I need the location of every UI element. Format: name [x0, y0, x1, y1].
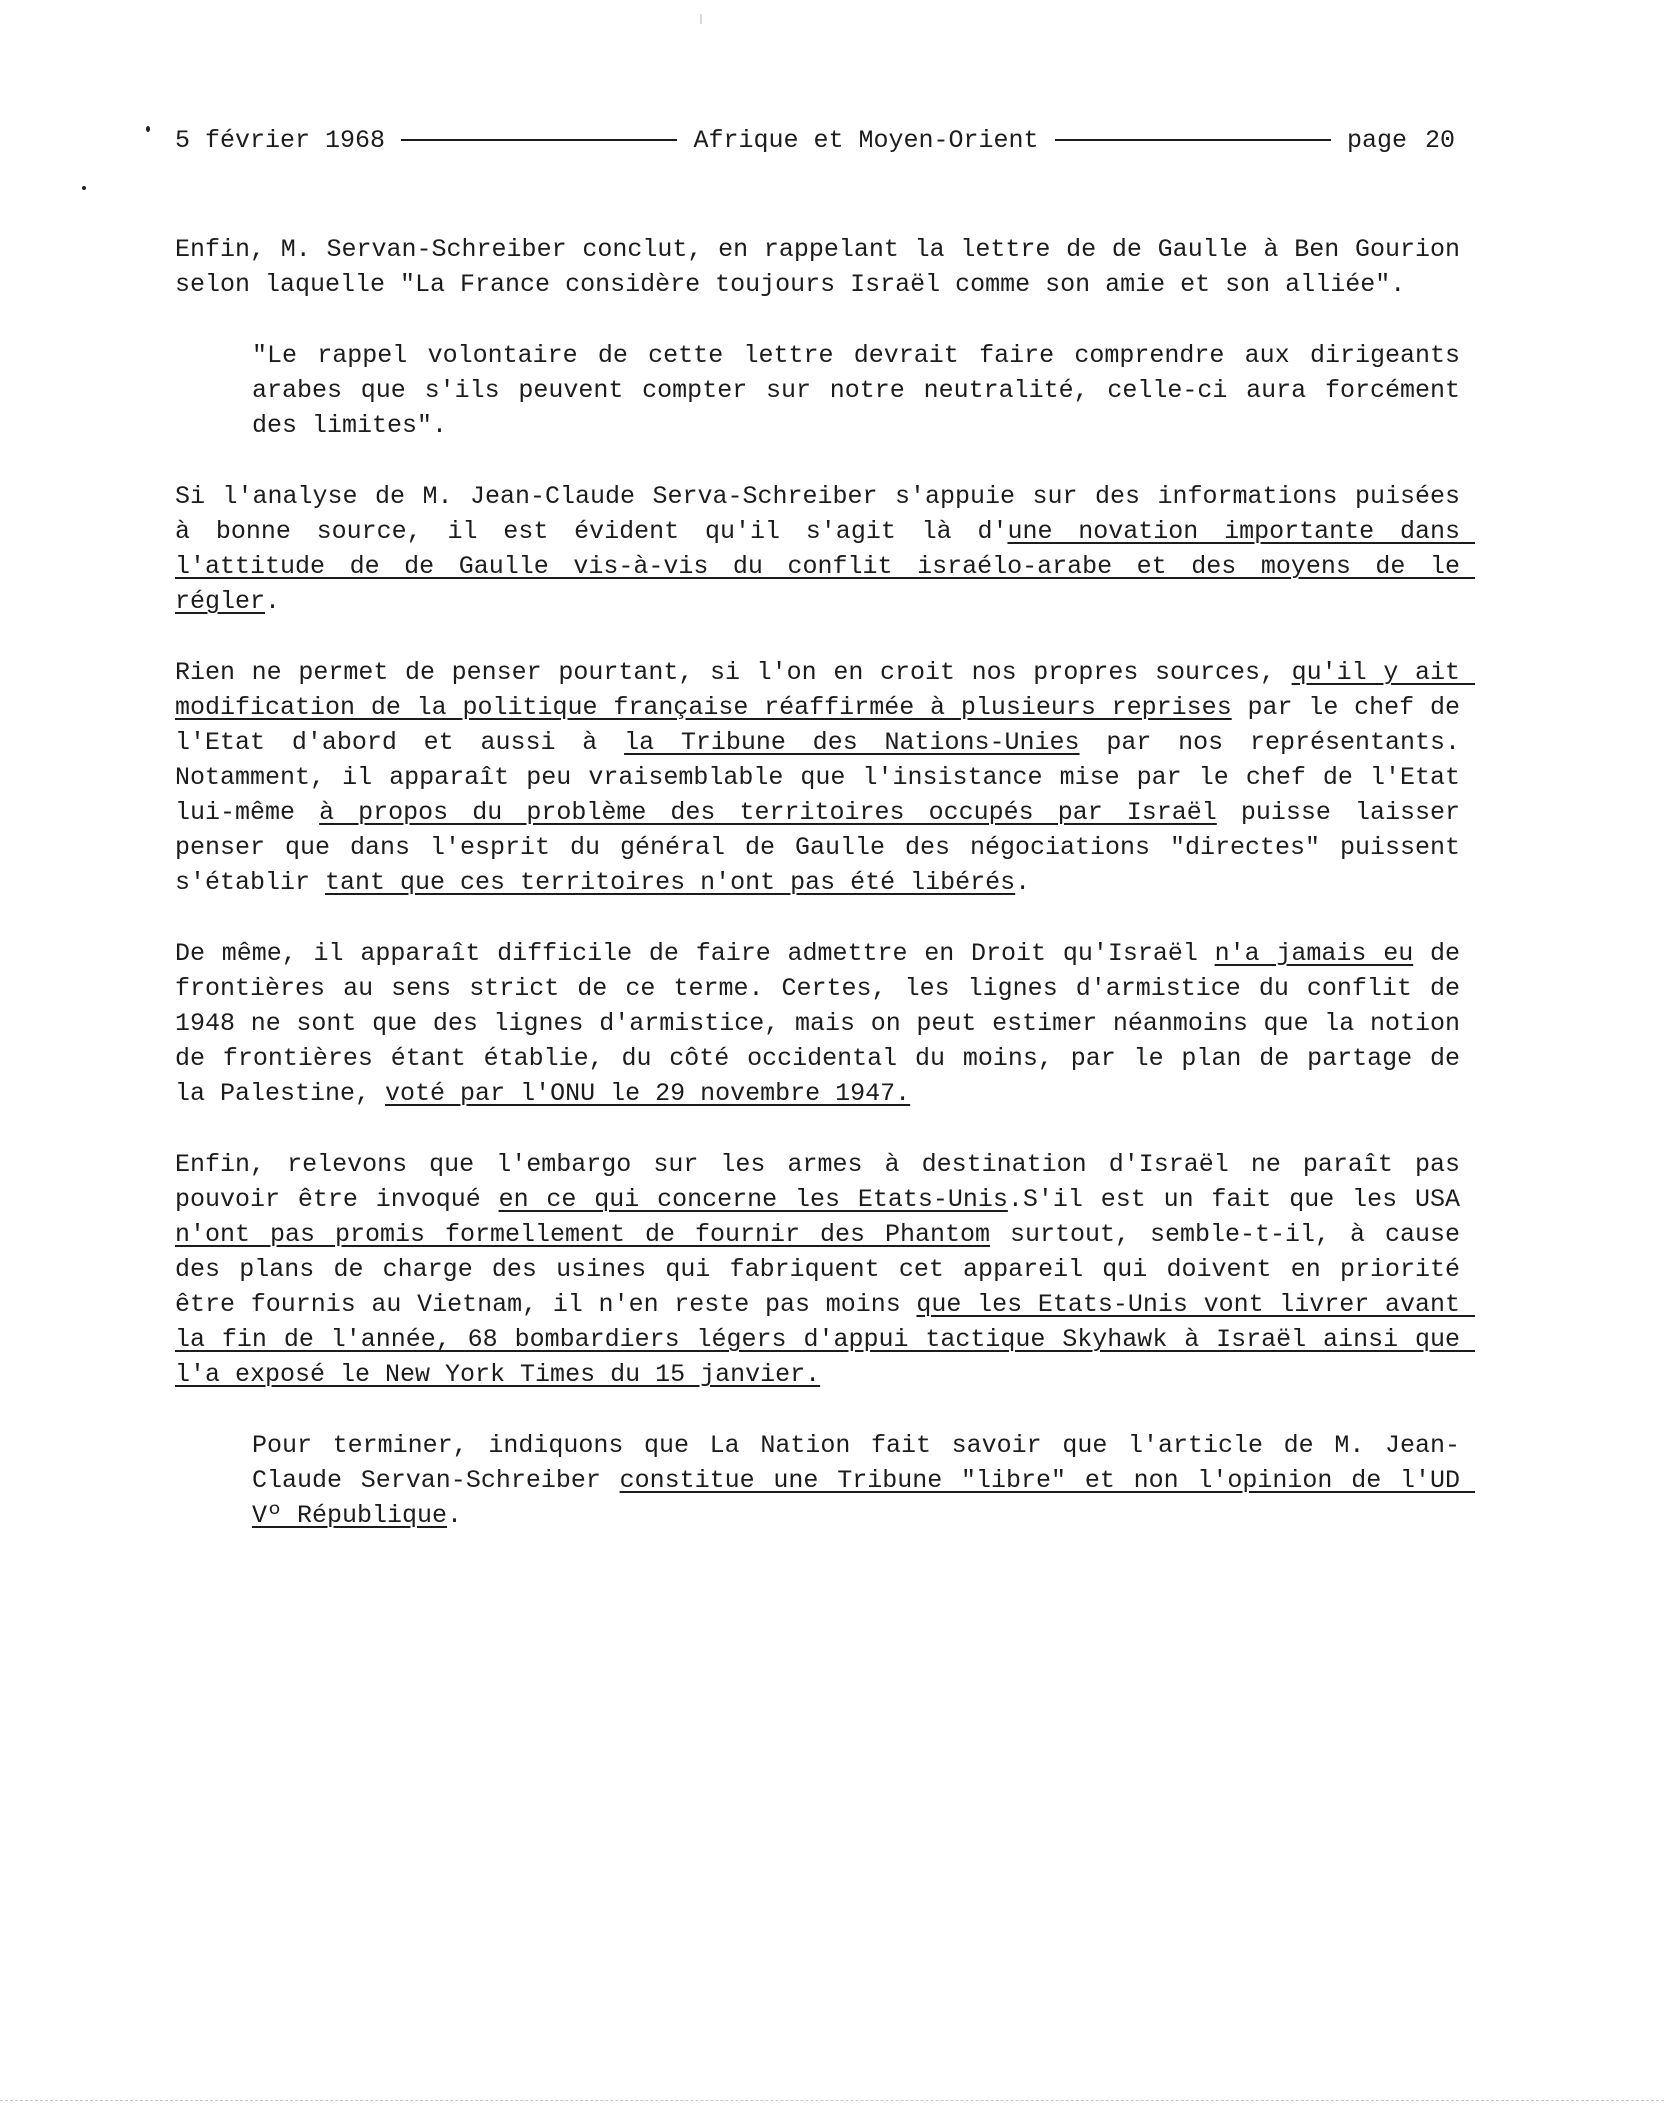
underlined-text: n'ont pas promis formellement de fournir des Phantom [175, 1220, 990, 1249]
header-rule-left [401, 139, 677, 141]
text-run: par nos représentants. Notamment, il apparaît peu vraisemblable que l'insistance mise par le chef de l'Etat lui-même [175, 728, 1476, 827]
text-run: Enfin, M. Servan-Schreiber conclut, en rappelant la lettre de de Gaulle à Ben Gourion selon laquelle "La France considère toujours Israël comme son amie et son alliée". [175, 235, 1476, 299]
text-run: Rien ne permet de penser pourtant, si l'on en croit nos propres sources, [175, 658, 1292, 687]
underlined-text: une novation importante dans l'attitude de de Gaulle vis-à-vis du conflit israélo-arabe et des moyens de le régler [175, 517, 1476, 616]
text-run: Pour terminer, indiquons que La Nation fait savoir que l'article de M. Jean-Claude Servan-Schreiber [252, 1431, 1460, 1495]
paragraph [175, 232, 1476, 302]
text-run: De même, il apparaît difficile de faire admettre en Droit qu'Israël [175, 939, 1215, 968]
header-rule-right [1055, 139, 1331, 141]
text-run: surtout, semble-t-il, à cause des plans de charge des usines qui fabriquent cet appareil qui doivent en priorité être fournis au Vietnam, il n'en reste pas moins [175, 1220, 1476, 1319]
text-run: "Le rappel volontaire de cette lettre devrait faire comprendre aux dirigeants arabes que s'ils peuvent compter sur notre neutralité, celle-ci aura forcément des limites". [252, 341, 1476, 440]
underlined-text: n'a jamais eu [1214, 939, 1414, 968]
document-body [175, 232, 1476, 1569]
header-page-number: 20 [1425, 125, 1456, 155]
paragraph [175, 655, 1476, 900]
underlined-text: tant que ces territoires n'ont pas été libérés [325, 868, 1016, 897]
text-run: Enfin, relevons que l'embargo sur les armes à destination d'Israël ne paraît pas pouvoir être invoqué [175, 1150, 1476, 1214]
underlined-text: que les Etats-Unis vont livrer avant la fin de l'année, 68 bombardiers légers d'appui tactique Skyhawk à Israël ainsi que l'a exposé le New York Times du 15 janvier. [175, 1290, 1476, 1389]
text-run: puisse laisser penser que dans l'esprit du général de Gaulle des négociations "directes" puissent s'établir [175, 798, 1476, 897]
paragraph [175, 479, 1476, 619]
page-header [175, 120, 1455, 160]
text-run: . [447, 1501, 463, 1530]
paragraph [252, 1428, 1476, 1533]
scan-mark [700, 14, 702, 24]
header-section: Afrique et Moyen-Orient [693, 125, 1039, 155]
paragraph [252, 338, 1476, 443]
text-run: de frontières au sens strict de ce terme. Certes, les lignes d'armistice du conflit de 1948 ne sont que des lignes d'armistice, mais on peut estimer néanmoins que la notion de frontières étant établie, du côté occidental du moins, par le plan de partage de la Palestine, [175, 939, 1476, 1108]
text-run: . [265, 587, 281, 616]
text-run: . [1015, 868, 1031, 897]
text-run: .S'il est un fait que les USA [1007, 1185, 1475, 1214]
underlined-text: constitue une Tribune "libre" et non l'opinion de l'UD Vº République [252, 1466, 1476, 1530]
paragraph [175, 936, 1476, 1111]
underlined-text: voté par l'ONU le 29 novembre 1947. [385, 1079, 911, 1108]
header-date: 5 février 1968 [175, 125, 386, 155]
underlined-text: la Tribune des Nations-Unies [624, 728, 1080, 757]
underlined-text: en ce qui concerne les Etats-Unis [498, 1185, 1008, 1214]
header-page [1347, 126, 1455, 155]
header-page-label: page [1346, 125, 1407, 155]
underlined-text: qu'il y ait modification de la politique française réaffirmée à plusieurs reprises [175, 658, 1476, 722]
paragraph [175, 1147, 1476, 1392]
scan-bottom-edge [0, 2100, 1664, 2101]
text-run: Si l'analyse de M. Jean-Claude Serva-Schreiber s'appuie sur des informations puisées à bonne source, il est évident qu'il s'agit là d' [175, 482, 1476, 546]
underlined-text: à propos du problème des territoires occupés par Israël [319, 798, 1217, 827]
scan-speck [146, 126, 150, 132]
scan-speck [82, 186, 86, 190]
text-run: par le chef de l'Etat d'abord et aussi à [175, 693, 1476, 757]
